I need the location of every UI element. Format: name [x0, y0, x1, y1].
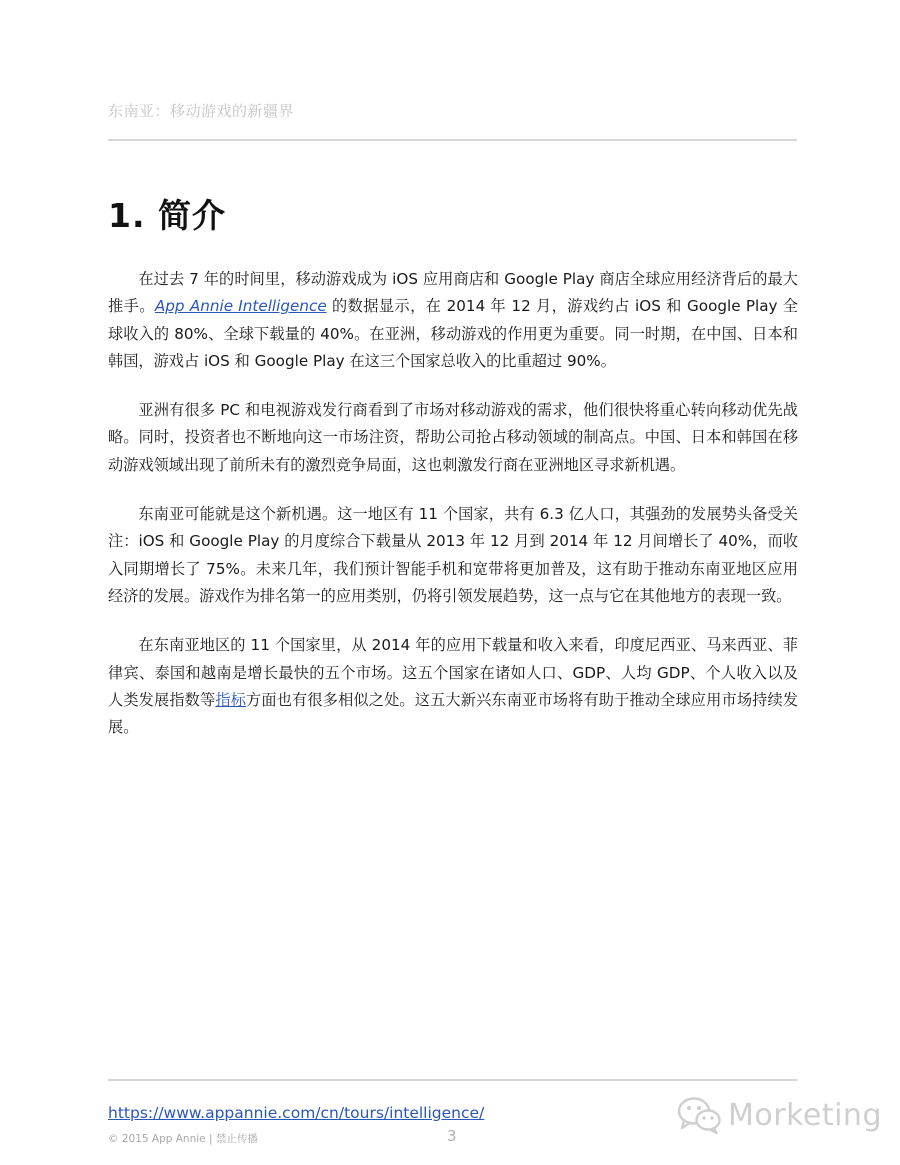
- watermark: [676, 1095, 882, 1135]
- paragraph-1: [108, 266, 798, 375]
- body-text: [108, 266, 798, 763]
- paragraph-3: 东南亚可能就是这个新机遇。这一地区有 11 个国家，共有 6.3 亿人口，其强劲的发展势头备受关注：iOS 和 Google Play 的月度综合下载量从 2013 年 12 月到 2014 年 12 月间增长了 40%，而收入同期增长了 75%。未来几年，我们预计智能手机和宽带将更加普及，这有助于推动东南亚地区应用经济的发展。游戏作为排名第一的应用类别，仍将引领发展趋势，这一点与它在其他地方的表现一致。: [108, 505, 798, 605]
- indicators-link[interactable]: 指标: [215, 690, 247, 709]
- footer-copyright: © 2015 App Annie | 禁止传播: [108, 1133, 258, 1145]
- paragraph-4-text-a: 在东南亚地区的 11 个国家里，从 2014 年的应用下载量和收入来看，印度尼西亚、马来西亚、菲律宾、泰国和越南是增长最快的五个市场。这五个国家在诸如人口、GDP、人均 GDP、个人收入以及人类发展指数等: [108, 636, 798, 709]
- footer-url-link[interactable]: https://www.appannie.com/cn/tours/intelligence/: [108, 1104, 485, 1122]
- watermark-text: Morketing: [728, 1097, 882, 1133]
- wechat-icon: [676, 1095, 722, 1135]
- app-annie-intelligence-link[interactable]: App Annie Intelligence: [154, 297, 327, 316]
- paragraph-2: 亚洲有很多 PC 和电视游戏发行商看到了市场对移动游戏的需求，他们很快将重心转向移动优先战略。同时，投资者也不断地向这一市场注资，帮助公司抢占移动领域的制高点。中国、日本和韩国在移动游戏领域出现了前所未有的激烈竞争局面，这也刺激发行商在亚洲地区寻求新机遇。: [108, 401, 798, 474]
- paragraph-4: [108, 632, 798, 741]
- section-heading: 1. 简介: [108, 196, 226, 235]
- paragraph-4-text-b: 方面也有很多相似之处。这五大新兴东南亚市场将有助于推动全球应用市场持续发展。: [108, 690, 799, 737]
- header-divider: [108, 139, 797, 141]
- running-header-title: 东南亚：移动游戏的新疆界: [108, 102, 295, 120]
- paragraph-1-text-a: 在过去 7 年的时间里，移动游戏成为 iOS 应用商店和 Google Play 商店全球应用经济背后的最大推手。: [108, 270, 798, 316]
- page-number: 3: [447, 1127, 457, 1145]
- footer-divider: [108, 1079, 797, 1081]
- paragraph-1-text-b: 的数据显示，在 2014 年 12 月，游戏约占 iOS 和 Google Play 全球收入的 80%、全球下载量的 40%。在亚洲，移动游戏的作用更为重要。同一时期，在中国、日本和韩国，游戏占 iOS 和 Google Play 在这三个国家总收入的比重超过 90%。: [108, 297, 798, 370]
